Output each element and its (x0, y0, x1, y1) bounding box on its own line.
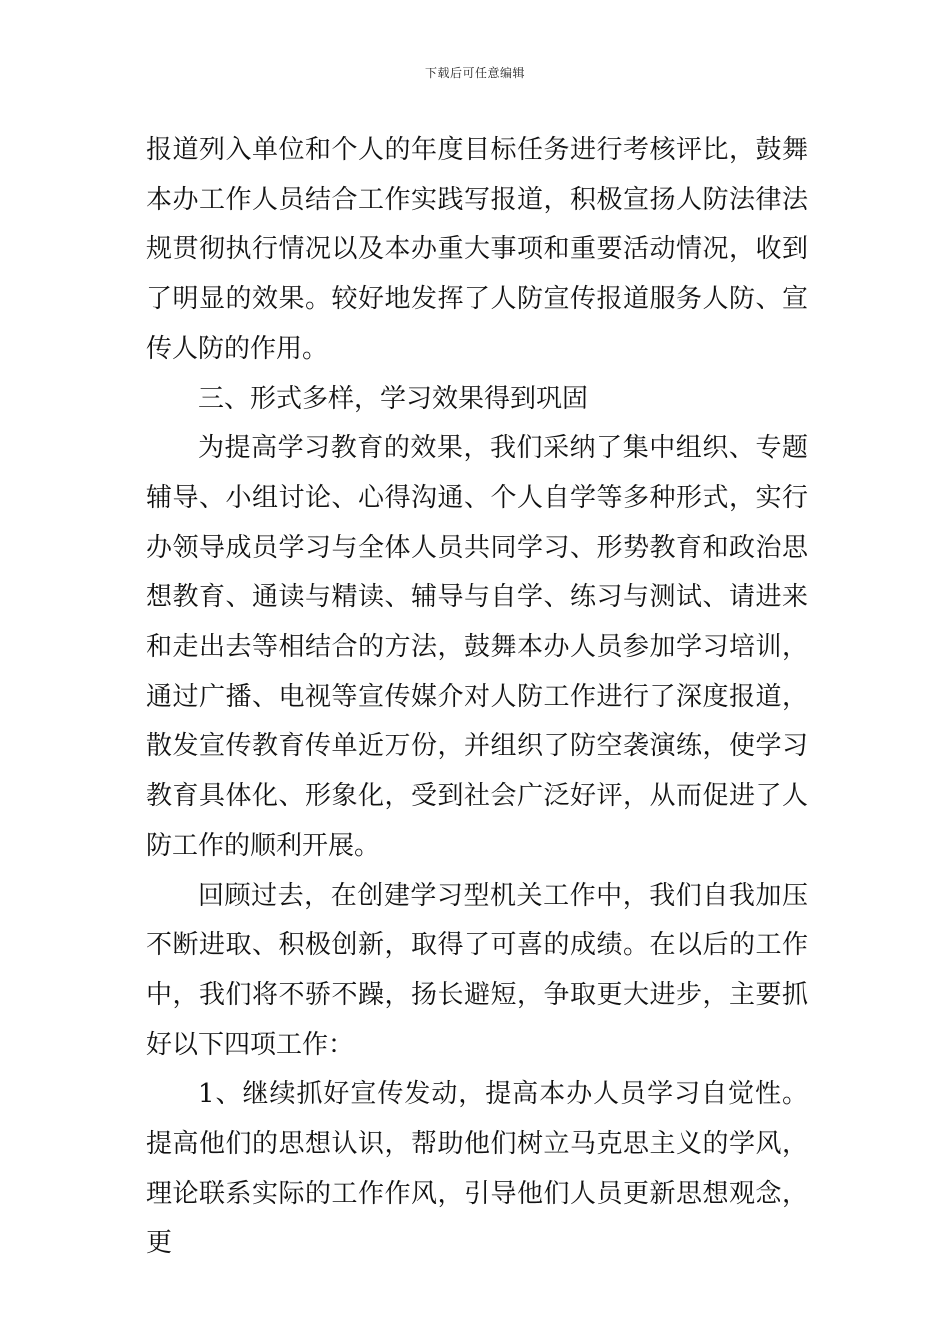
section-heading: 三、形式多样，学习效果得到巩固 (198, 383, 589, 414)
paragraph: 为提高学习教育的效果，我们采纳了集中组织、专题辅导、小组讨论、心得沟通、个人自学等多种形式，实行办领导成员学习与全体人员共同学习、形势教育和政治思想教育、通读与精读、辅导与自学、练习与测试、请进来和走出去等相结合的方法，鼓舞本办人员参加学习培训，通过广播、电视等宣传媒介对人防工作进行了深度报道，散发宣传教育传单近万份，并组织了防空袭演练，使学习教育具体化、形象化，受到社会广泛好评，从而促进了人防工作的顺利开展。 (146, 433, 808, 861)
page-header: 下载后可任意编辑 (424, 66, 525, 80)
document-body (146, 126, 808, 1269)
paragraph: 1、继续抓好宣传发动，提高本办人员学习自觉性。提高他们的思想认识，帮助他们树立马克思主义的学风，理论联系实际的工作作风，引导他们人员更新思想观念，更 (146, 1079, 808, 1259)
paragraph: 回顾过去，在创建学习型机关工作中，我们自我加压不断进取、积极创新，取得了可喜的成绩。在以后的工作中，我们将不骄不躁，扬长避短，争取更大进步，主要抓好以下四项工作： (146, 880, 808, 1060)
paragraph-continuation: 报道列入单位和个人的年度目标任务进行考核评比，鼓舞本办工作人员结合工作实践写报道，积极宣扬人防法律法规贯彻执行情况以及本办重大事项和重要活动情况，收到了明显的效果。较好地发挥了人防宣传报道服务人防、宣传人防的作用。 (146, 135, 808, 364)
